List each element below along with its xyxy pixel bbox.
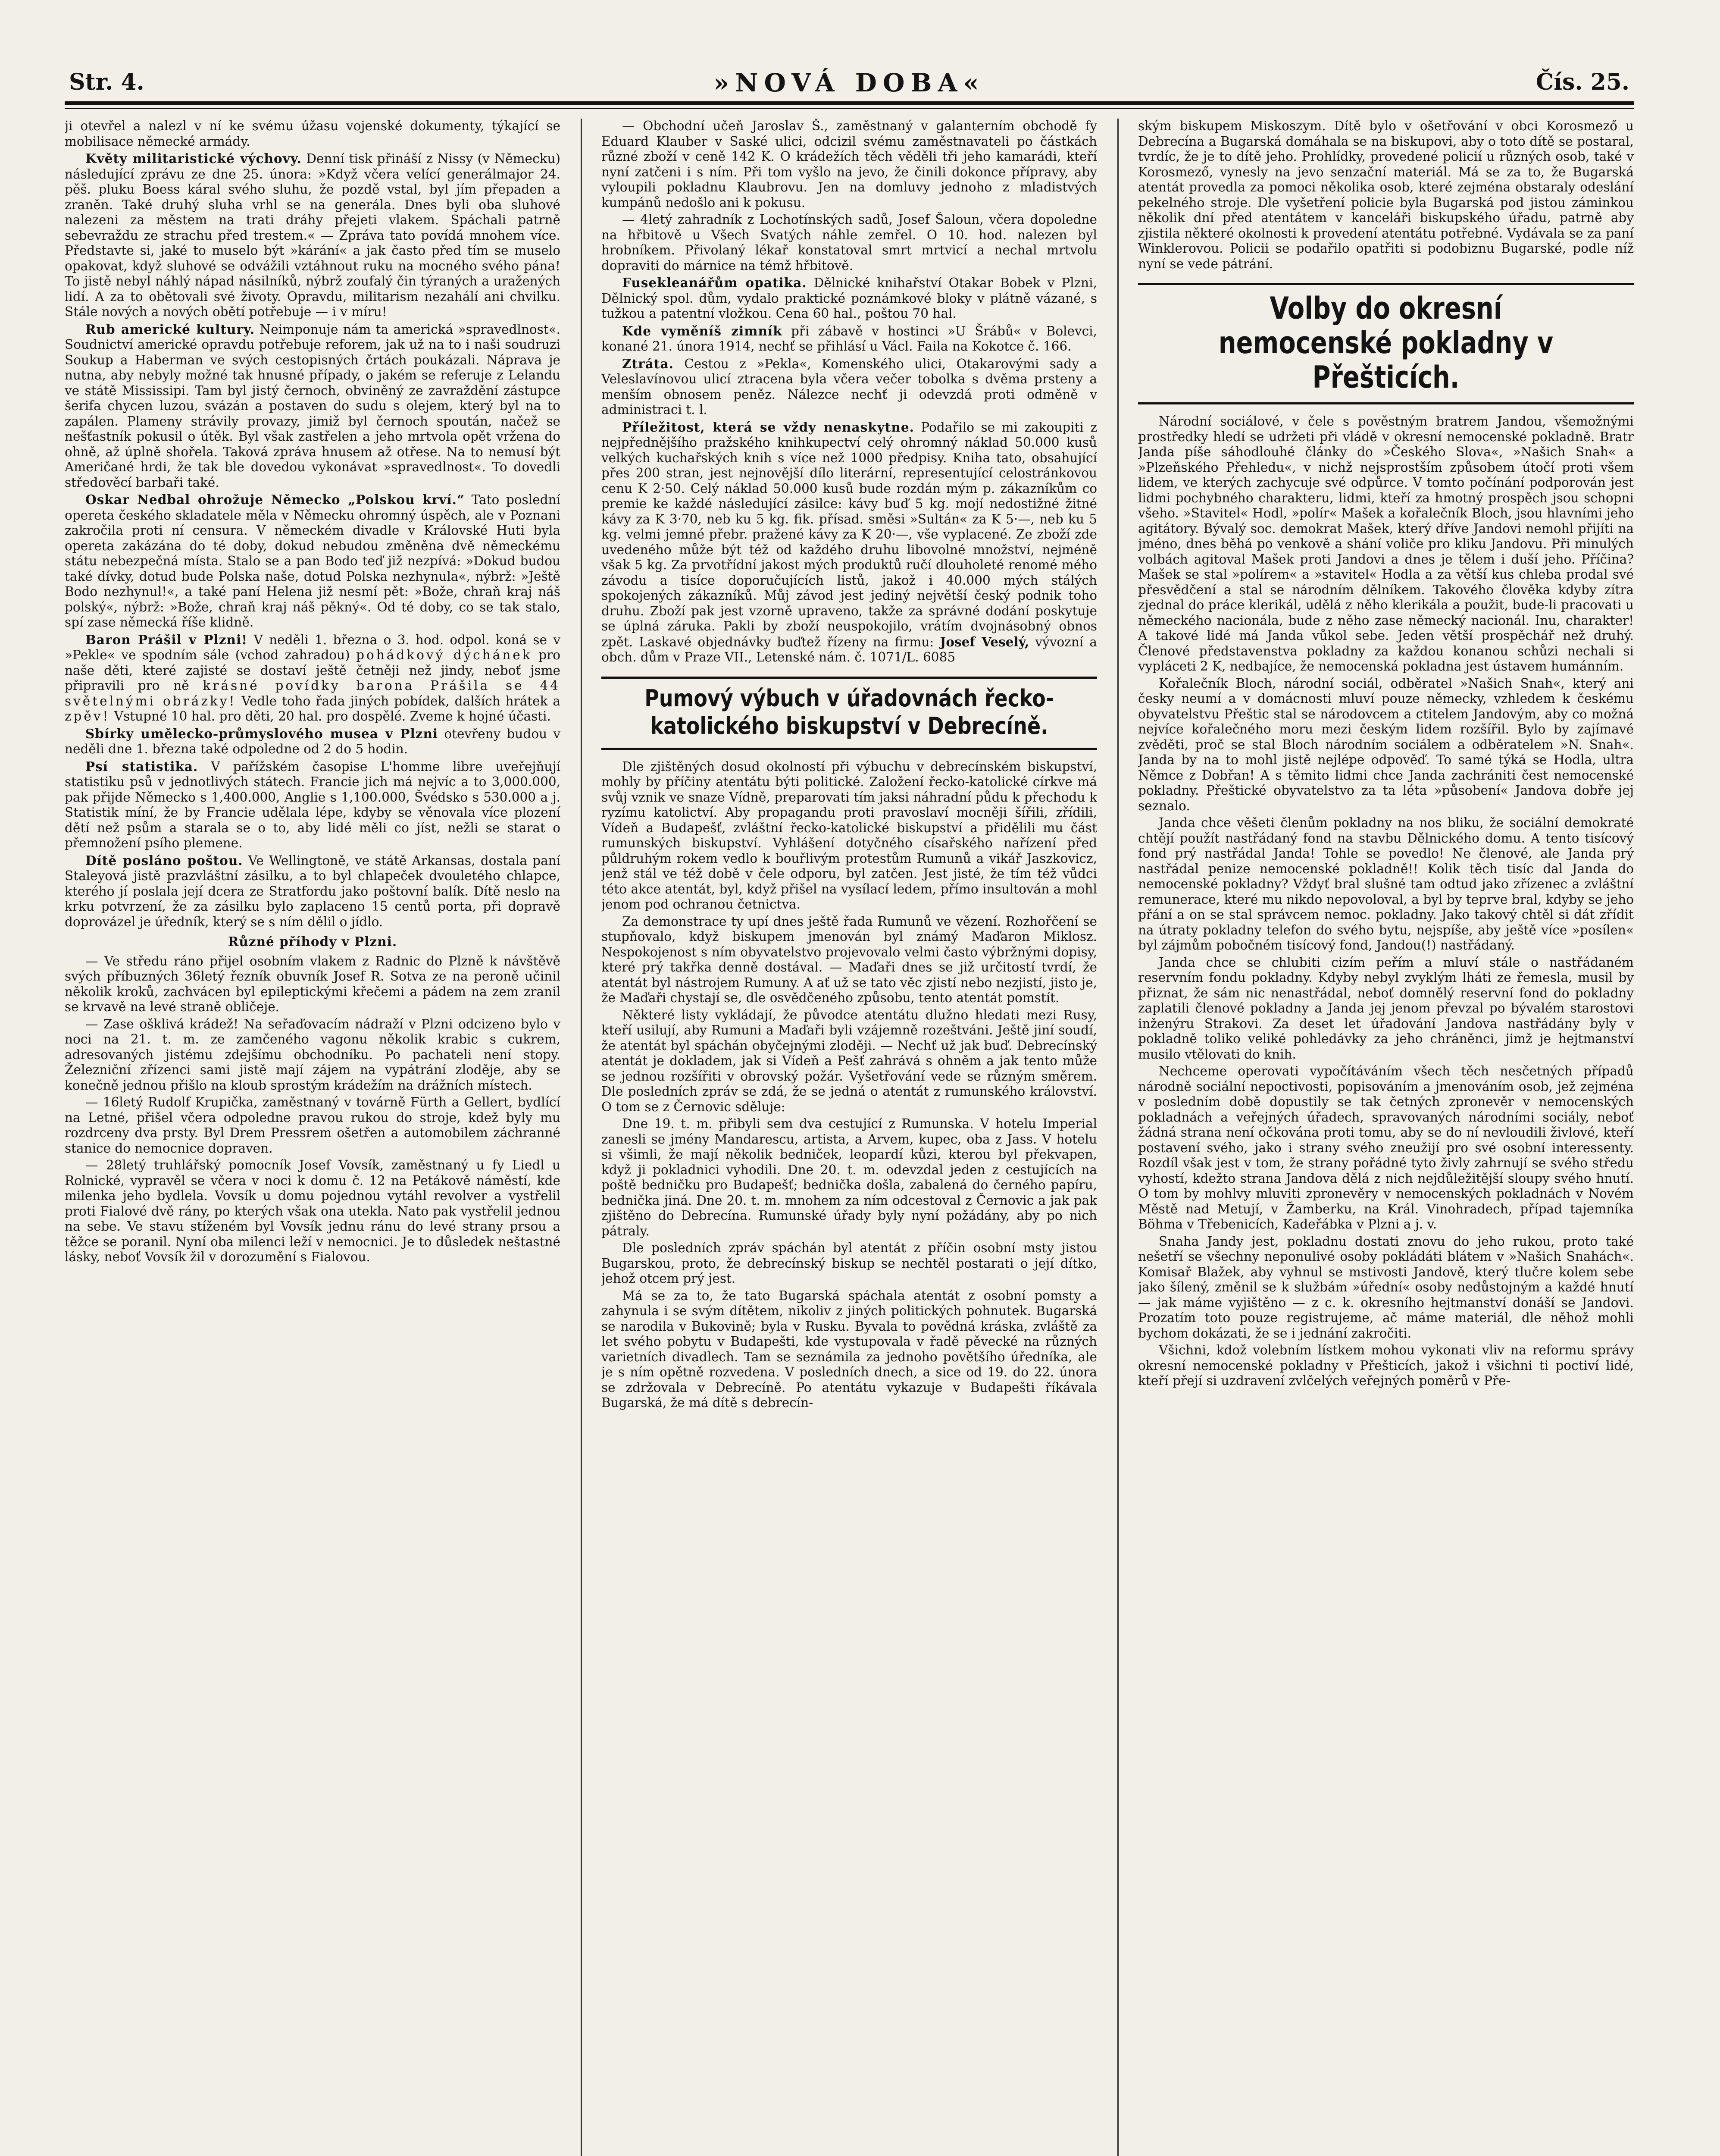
article-text: V neděli 1. března o 3. hod. odpol. koná se v »Pekle« ve spodním sále (vchod zahradou) [65,632,560,662]
newspaper-title: »NOVÁ DOBA« [713,68,985,97]
article-paragraph: Dle posledních zpráv spáchán byl atentát z příčin osobní msty jistou Bugarskou, proto, že debrecínský biskup se nechtěl postarati o její dítko, jehož otcem prý jest. [601,1241,1097,1286]
column-divider [1117,119,1119,2156]
article-headline: Pumový výbuch v úřadovnách řecko-katolického biskupství v Debrecíně. [644,684,1054,740]
rubric-heading: Rub americké kultury. [85,321,255,337]
article-paragraph [65,853,560,930]
article-paragraph: Všichni, kdož volebním lístkem mohou vykonati vliv na reformu správy okresní nemocenské pokladny v Přešticích, jakož i všichni ti poctiví lidé, kteří přejí si uzdravení zvlčelých veřejných poměrů v Pře- [1138,1343,1634,1388]
article-paragraph: — 4letý zahradník z Lochotínských sadů, Josef Šaloun, včera dopoledne na hřbitově u Všech Svatých náhle zemřel. O 10. hod. nalezen byl hrobníkem. Přivolaný lékař konstatoval smrt mrtvicí a nechal mrtvolu dopraviti do márnice na témž hřbitově. [601,212,1097,273]
article-paragraph [601,323,1097,354]
article-paragraph [65,151,560,320]
article-paragraph: Janda chce věšeti členům pokladny na nos bliku, že sociální demokraté chtějí použít nastřádaný fond na stavbu Dělnického domu. A tento tisícový fond prý nastřádal Janda! Tohle se povedlo! Ne členové, ale Janda prý nastřádal penize nemocenské pokladně!! Kolik těch tisíc dal Janda do nemocenské pokladny? Vždyť bral slušné tam odtud jako zřízenec a zvláštní remunerace, které mu nikdo nepovoloval, a byl by teprve bral, kdyby se jeho přání a on se stal správcem nemoc. pokladny. Jako takový chtěl si dát zřídit na útraty pokladny telefon do svého bytu, nejspíše, aby ještě více »posílen« byl zájmům pobočném tisícový fond, Jandou(!) nastřádaný. [1138,815,1634,953]
article-paragraph [65,632,560,724]
rubric-heading: Ztráta. [622,356,674,371]
article-text: Cestou z »Pekla«, Komenského ulici, Otakarovými sady a Veleslavínovou ulicí ztracena byla včera večer tobolka s dvěma prsteny a menším obnosem peněz. Nálezce nechť ji odevzdá proti odměně v administraci t. l. [601,356,1097,417]
article-paragraph: — 16letý Rudolf Krupička, zaměstnaný v továrně Fürth a Gellert, bydlící na Letné, přišel včera odpoledne pravou rukou do stroje, kdež byly mu rozdrceny dva prsty. Byl Drem Pressrem ošetřen a automobilem záchranné stanice do nemocnice dopraven. [65,1095,560,1156]
article-text: Dělnické knihařství Otakar Bobek v Plzni, Dělnický spol. dům, vydalo praktické poznámkové bloky v plátně vázané, s tužkou a patentní vložkou. Cena 60 hal., poštou 70 hal. [601,276,1097,321]
ad-signature: Josef Veselý, [940,634,1029,649]
article-paragraph [65,726,560,757]
article-paragraph: ji otevřel a nalezl v ní ke svému úžasu vojenské dokumenty, týkající se mobilisace německé armády. [65,119,560,149]
article-paragraph [65,492,560,630]
article-paragraph: — 28letý truhlářský pomocník Josef Vovsík, zaměstnaný u fy Liedl u Rolnické, vypravěl se včera v noci k domu č. 12 na Petákově náměstí, kde milenka jeho bydlela. Vovsík u domu pojednou vytáhl revolver a vystřelil proti Fialové dvě rány, po kterých však ona utekla. Nato pak vystřelil jednou na sebe. Ve stavu stíženém byl Vovsík jednu ránu do levé strany prsou a těžce se poranil. Nyní oba milenci leží v nemocnici. Je to důsledek neštastné lásky, neboť Vovsík žil v dorozumění s Fialovou. [65,1158,560,1264]
article-text: pro naše děti, které zajisté se dostaví ještě četněji než jindy, neboť jsme připravili pro ně [65,648,560,693]
article-text: Neimponuje nám ta americká »spravedlnost«. Soudnictví americké opravdu potřebuje reforem, jak už na to i naši soudruzi Soukup a Haberman ve svých cestopisných črtách poukázali. Náprava je nutna, aby nebyly možné tak hnusné případy, o jakém se referuje z Lelandu ve státě Mississipi. Tam byl jistý černoch, obviněný ze zavraždění zástupce šerifa chycen luzou, svázán a postaven do sudu s olejem, který byl na to zapálen. Plameny strávily provazy, jimiž byl černoch spoután, načež se nešťastník pokusil o útěk. Byl však zastřelen a jeho mrtvola opět vržena do ohně, až úplně shořela. Taková zpráva hnusem až otřese. Na to nemusí být Američané hrdi, že tak ble dovedou vykonávat »spravedlnost«. To dovedli středověcí barbaři také. [65,322,560,490]
article-text: V pařížském časopise L'homme libre uveřejňují statistiku psů v jednotlivých státech. Francie jich má nejvíc a to 3,000.000, pak přijde Německo s 1,400.000, Anglie s 1,100.000, Švédsko s 530.000 a j. Statistik míní, že by Francie udělala lépe, kdyby se věnovala více plození dětí než psům a starala se o to, aby lidé měli co jíst, nežli se starat o přemnožení psího plemene. [65,759,560,850]
issue-number: Čís. 25. [1535,69,1629,95]
rubric-heading: Psí statistika. [85,758,198,774]
article-paragraph: Nechceme operovati vypočítáváním všech těch nesčetných případů národně sociální nepoctivosti, popisováním a jmenováním osob, jež zejména v posledním době dopustily se tak četných zpronevěr v nemocenských pokladnách a veřejných úřadech, spravovaných národními sociály, neboť žádná strana není očkována proti tomu, aby se do ní nevloudili živlové, kteří postavení svého, jako i strany svého zneužijí pro své osobní interessenty. Rozdíl však jest v tom, že strany pořádné tyto živly zahrnují se svého středu vyhostí, kdežto strana Jandova dělá z nich nejdůležitější sloupy svého hnutí. O tom by mohlvy mluviti zpronevěry v nemocenských pokladnách v Novém Městě nad Metují, v Žamberku, na Král. Vinohradech, případ tajemníka Böhma v Třebenicích, Kadeřábka v Plzni a j. v. [1138,1064,1634,1232]
rubric-heading: Květy militaristické výchovy. [85,151,302,166]
column-2 [601,119,1097,2156]
article-text: při zábavě v hostinci »U Šrábů« v Bolevci, konané 21. února 1914, nechť se přihlásí u Václ. Faila na Kokotce č. 166. [601,323,1097,354]
column-3 [1138,119,1634,2156]
article-headline: Volby do okresní nemocenské pokladny v Přešticích. [1218,291,1554,395]
article-text: Ve Wellingtoně, ve státě Arkansas, dostala paní Staleyová jistě prazvláštní zásilku, a to byl chlapeček dvouletého chlapce, kterého jí poslala její dcera ze Stratfordu jako poštovní balík. Dítě neslo na krku potvrzení, že za zásilku bylo zaplaceno 15 centů porta, při dopravě doprovázel je úředník, který se s ním dělil o jídlo. [65,853,560,929]
spaced-text: krásné povídky barona Prášila se 44 světelnými obrázky! [65,678,560,708]
rubric-heading: Příležitost, která se vždy nenaskytne. [622,419,914,435]
article-text: Vstupné 10 hal. pro děti, 20 hal. pro dospělé. Zveme k hojné účasti. [110,709,551,724]
page-number: Str. 4. [69,69,144,95]
article-text: Tato poslední opereta českého skladatele měla v Německu ohromný úspěch, ale v Poznani zakročila proti ní censura. V německém divadle v Královské Huti byla opereta zakázána do té doby, dokud nebudou změněna dvě německému státu nebezpečná místa. Stalo se a pan Bodo teď již nezpívá: »Dokud budou také dívky, dotud bude Polska naše, dotud Polska nezhynula«, nýbrž: »Ještě Bodo nezhynul!«, a také paní Helena již nesmí pět: »Bože, chraň kraj náš polský«, nýbrž: »Bože, chraň kraj náš pěkný«. Od té doby, co se tak stalo, spí zase německá říše klidně. [65,492,560,630]
article-paragraph: Některé listy vykládají, že původce atentátu dlužno hledati mezi Rusy, kteří usilují, aby Rumuni a Maďaři byli vzájemně rozeštváni. Ještě jiní soudí, že atentát byl spáchán obyčejnými zloději. — Nechť už jak buď. Debrecínský atentát je dokladem, jak si Vídeň a Pešť zahrává s ohněm a jak tento může se jednou rozšířiti v obrovský požár. Vyšetřování vede se různým směrem. Dle posledních zpráv se zdá, že se jedná o atentát z rumunského království. O tom se z Černovic sděluje: [601,1007,1097,1114]
article-text: Podařilo se mi zakoupiti z nejpřednějšího pražského knihkupectví celý ohromný náklad 50.000 kusů velkých kuchařských knih s více než 1000 předpisy. Kniha tato, obsahující přes 200 stran, jest nejnovější dílo literární, representující celostránkovou cenu K 2·50. Celý náklad 50.000 kusů bude rozdán mým p. zákazníkům co premie ke každé následující zásilce: kávy buď 5 kg. mojí nedostižné žitné kávy za K 3·70, neb ku 5 kg. fik. přísad. směsi »Sultán« za K 5·—, neb ku 5 kg. velmi jemné přebr. pražené kávy za K 20·—, vše vyplacené. Ze zboží zde uvedeného může být též od každého druhu libovolné množství, nejméně však 5 kg. Za prvotřídní jakost mých produktů ručí dlouholeté renomé mého závodu a tisíce doporučujících listů, jakož i 40.000 mých stálých spokojených zákazníků. Můj závod jest jediný největší český podnik toho druhu. Zboží pak jest vzorně upraveno, takže za správné dodání poskytuje se úplná záruka. Pakli by zboží neuspokojilo, vrátím dvojnásobný obnos zpět. Laskavé objednávky buďtež řízeny na firmu: [601,420,1097,649]
article-paragraph: Národní sociálové, v čele s pověstným bratrem Jandou, všemožnými prostředky hledí se udržeti při vládě v okresní nemocenské pokladně. Bratr Janda píše sáhodlouhé články do »Českého Slova«, »Našich Snah« a »Plzeňského Přehledu«, v nichž nejsprostším způsobem útočí proti všem lidem, ve kterých zachycuje své odpůrce. V tomto počínání podporován jest lidmi pochybného charakteru, lidmi, kteří za hmotný prospěch jsou schopni všeho. »Stavitel« Hodl, »polír« Mašek a kořalečník Bloch, jsou hlavními jeho agitátory. Bývalý soc. demokrat Mašek, který dříve Jandovi nemohl přijíti na jméno, dnes běhá po venkově a shání voliče pro kliku Jandovu. Při minulých volbách agitoval Mašek proti Jandovi a dnes je tělem i duší jeho. Příčina? Mašek se stal »polírem« a »stavitel« Hodla a za větší kus chleba prodal své přesvědčení a stal se národním dělníkem. Takového člověka kdyby zítra zjednal do práce klerikál, udělá z něho klerikála a použit, bude-li pracovati u německého nacionála, bude z něho zase německý nacionál. Inu, charakter! A takové lidé má Janda vůkol sebe. Jeden větší prospěchář než druhý. Členové představenstva pokladny za každou konanou schůzi nechali si vypláceti 2 K, nedbajíce, že nemocenská pokladna jest ústavem humánním. [1138,414,1634,674]
article-paragraph: Kořalečník Bloch, národní sociál, odběratel »Našich Snah«, který ani česky neumí a v domácnosti mluví pouze německy, vzhledem k českému obyvatelstvu Přeštic stal se národovcem a ctitelem Jandovým, aby co možná nejvíce kořalečného moru mezi českým lidem rozšířil. Bylo by zajímavé zvěděti, proč se stal Bloch národním sociálem a odběratelem »N. Snah«. Janda by na to mohl jistě nejlépe odpověď. To samé týká se Hodla, ultra Němce z Dobřan! A s těmito lidmi chce Janda zachrániti čest nemocenské pokladny. Přeštické obyvatelstvo za ta léta »působení« Jandova dobře jej seznalo. [1138,676,1634,813]
article-paragraph: Za demonstrace ty upí dnes ještě řada Rumunů ve vězení. Rozhořčení se stupňovalo, když biskupem jmenován byl známý Maďaron Miklosz. Nespokojenost s ním obyvatelstvo projevovalo velmi často výbržnými dopisy, které prý takřka denně dostával. — Maďaři dnes se již určitostí tvrdí, že atentát byl nástrojem Rumuny. A ať už se tato věc zjistí nebo nezjistí, jisto je, že Maďaři chystají se, dle osvědčeného způsobu, tento atentát pomstít. [601,914,1097,1005]
column-divider [581,119,582,2156]
article-paragraph: — Ve středu ráno přijel osobním vlakem z Radnic do Plzně k návštěvě svých příbuzných 36letý řezník obuvník Josef R. Sotva ze na peroně učinil několik kroků, zachvácen byl epileptickými křečemi a pádem na zem zranil se krvavě na levé straně obličeje. [65,953,560,1014]
article-paragraph: — Zase ošklivá krádež! Na seřaďovacím nádraží v Plzni odcizeno bylo v noci na 21. t. m. ze zamčeného vagonu několik krabic s cukrem, adresovaných jistému zdejšímu obchodníku. Po pachateli není stopy. Železniční zřízenci sami jistě mají zájem na vypátrání zloděje, aby se konečně jednou přišlo na kloub sprostým krádežím na drážních místech. [65,1016,560,1093]
article-paragraph [65,322,560,491]
article-paragraph: ským biskupem Miskoszym. Dítě bylo v ošetřování v obci Korosmező u Debrecína a Bugarská domáhala se na biskupovi, aby o toto dítě se postaral, tvrdíc, že je to dítě jeho. Prohlídky, provedené policií u různých osob, také v Korosmező, vynesly na jevo senzační materiál. Má se za to, že Bugarská atentát provedla za pomoci několika osob, které zejména obstaraly odeslání pekelného stroje. Dle vyšetření policie byla Bugarská pod jistou záminkou několik dní před atentátem v kanceláři biskupského úřadu, patrně aby zjistila některé okolnosti k provedení atentátu potřebné. Vydávala se za paní Winklerovou. Policii se podařilo opatřiti si podobiznu Bugarské, podle níž nyní se vede pátrání. [1138,119,1634,271]
article-paragraph: Janda chce se chlubiti cizím peřím a mluví stále o nastřádaném reservním fondu pokladny. Kdyby nebyl zvyklým lháti ze řemesla, musil by přiznat, že sám nic nenastřádal, neboť domnělý reservní fond do pokladny zaplatili členové pokladny a Janda jej jenom převzal po bývalém starostovi inženýru Strakovi. Za deset let úřadování Jandova nastřádány byly v pokladně toliko veliké pohledávky za jeho chráněnci, jimž je hejtmanství musilo vtělovati do knih. [1138,955,1634,1062]
header-rule [65,101,1634,105]
article-paragraph: Dle zjištěných dosud okolností při výbuchu v debrecínském biskupství, mohly by příčiny atentátu býti politické. Založení řecko-katolické církve má svůj vznik ve snaze Vídně, preparovati tím jaksi náhradní půdu k přechodu k ryzímu katolictví. Aby propagandu proti pravoslaví mocněji šířili, zřídili, Vídeň a Budapešť, zvláštní řecko-katolické biskupství a přidělili mu část rumunských biskupství. Vyhlášení dotyčného císařského nařízení před půldruhým rokem vedlo k bouřlivým protestům Rumunů a vikář Jaszkovicz, jenž stál ve též době v čele odporu, byl zatčen. Jest jisté, že tím též vůdci této akce atentát, byl, když přišel na vysílací ledem, přímo insultován a mohl jenom pod ochranou četnictva. [601,759,1097,912]
article-paragraph: Má se za to, že tato Bugarská spáchala atentát z osobní pomsty a zahynula i se svým dítětem, nikoliv z jiných politických pohnutek. Bugarská se narodila v Bukovině; byla v Rusku. Byvala to povědná kráska, zvláště za let svého pobytu v Budapešti, kde vystupovala v řadě pěvecké na různých varietních divadlech. Tam se seznámila za jednoho povětšího úředníka, ale je s ním opětně rozvedena. V posledních dnech, a sice od 19. do 22. února se zdržovala v Debrecíně. Po atentátu vykazuje v Budapešti říkávala Bugarská, že má dítě s debrecín- [601,1288,1097,1410]
article-paragraph: Dne 19. t. m. přibyli sem dva cestující z Rumunska. V hotelu Imperial zanesli se jmény Mandarescu, artista, a Arvem, kupec, oba z Jass. V hotelu si všimli, že mají několik bedniček, leopardí kůzi, kterou byl překvapen, když ji pokladnici vyhodili. Dne 20. t. m. odevzdal jeden z cestujících na poště bedničku pro Budapešť; bednička došla, zabalená do černého papíru, bednička jiná. Dne 20. t. m. mnohem za ním odcestoval z Černovic a jak pak zjištěno do Debrecína. Rumunské úřady byly nyní požádány, aby po nich pátraly. [601,1116,1097,1238]
header-rule-thin [65,108,1634,109]
spaced-text: zpěv! [65,709,110,724]
rubric-heading: Fusekleanářům opatika. [622,275,807,290]
newspaper-page [65,65,1634,2156]
article-paragraph: — Obchodní učeň Jaroslav Š., zaměstnaný v galanterním obchodě fy Eduard Klauber v Saské ulici, odcizil svému zaměstnavateli po částkách různé zboží v ceně 142 K. O krádežích těch věděli tři jeho kamarádi, kteří nyní zatčeni i s ním. Při tom vyšlo na jevo, že činili dokonce přípravy, aby vyloupili pokladnu Klaubrovu. Jen na domluvy jednoho z mladistvých kumpánů nedošlo ani k pokusu. [601,119,1097,210]
section-heading: Různé příhody v Plzni. [228,934,397,949]
spaced-text: pohádkový dýchánek [356,648,532,662]
advertisement [601,420,1097,665]
rubric-heading: Dítě posláno poštou. [85,852,243,868]
rubric-heading: Baron Prášil v Plzni! [85,632,248,647]
ad-address: vývozní a obch. dům v Praze VII., Letenské nám. č. 1071/L. [601,634,1097,664]
article-text: Denní tisk přináší z Nissy (v Německu) následující zprávu ze dne 25. února: »Když včera velící generálmajor 24. pěš. pluku Boess káral svého sluhu, že pozdě vstal, byl jím přepaden a zraněn. Také druhý sluha vrhl se na generála. Dnes byli oba sluhové nalezeni za městem na trati dráhy přejeti vlakem. Spáchali patrně sebevraždu ze strachu před trestem.« — Zpráva tato povídá mnohem více. Představte si, jaké to muselo být »kárání« a jak často před tím se muselo opakovat, když sluhové se odvážili vztáhnout ruku na mocného svého pána! To jistě nebyl náhlý nápad násilníků, nýbrž zoufalý čin týraných a uražených lidí. A za to obětovali své životy. Opravdu, militarism nezahálí ani chvilku. Stále nových a nových obětí potřebuje — i v míru! [65,151,560,319]
article-paragraph [65,759,560,851]
article-headline-box [601,677,1097,750]
rubric-heading: Kde vyměníš zimník [622,323,782,338]
article-headline-box [1138,283,1634,404]
article-paragraph [601,275,1097,322]
column-1 [65,119,560,2156]
article-paragraph: Snaha Jandy jest, pokladnu dostati znovu do jeho rukou, proto také nešetří se všechny neponulivé osoby pokládáti blátem v »Našich Snahách«. Komisař Blažek, aby vyhnul se mstivosti Jandově, který tlučre kolem sebe jako šílený, změnil se k službám »úřední« osoby nedůstojným a každé hnutí — jak máme vyjištěno — z c. k. okresního hejtmanství donáší se Jandovi. Prozatím toto pouze registrujeme, ač máme materiál, dle něhož mohli bychom dokázati, že se i jednání zakročiti. [1138,1234,1634,1341]
article-text: otevřeny budou v neděli dne 1. března také odpoledne od 2 do 5 hodin. [65,726,560,756]
article-paragraph [601,356,1097,418]
rubric-heading: Oskar Nedbal ohrožuje Německo „Polskou krví.“ [85,492,465,507]
article-text: Vedle toho řada jiných pobídek, dalších hrátek a [236,693,560,708]
ad-number: 6085 [923,650,956,664]
rubric-heading: Sbírky umělecko-průmyslového musea v Plzni [85,726,438,741]
